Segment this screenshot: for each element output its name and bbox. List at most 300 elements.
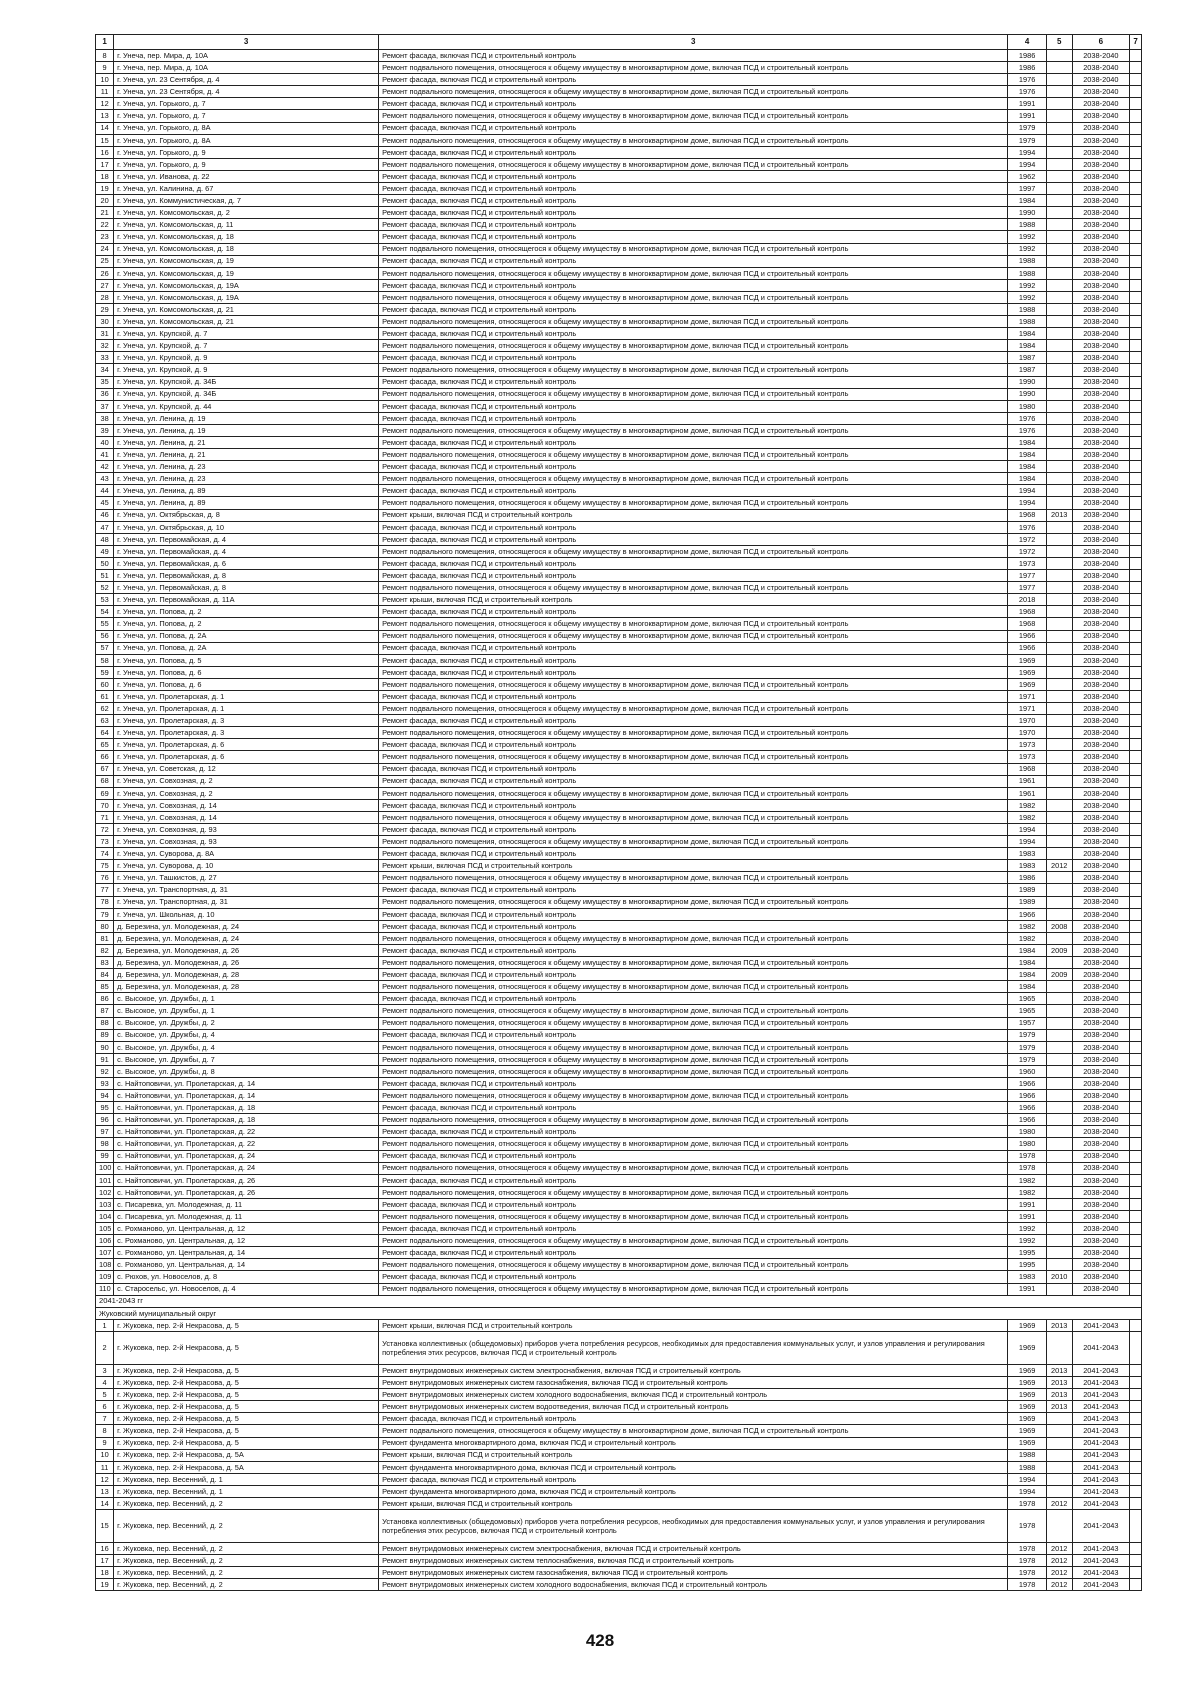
address-cell: г. Унеча, ул. Комсомольская, д. 21 (114, 316, 379, 328)
year-built-cell: 1979 (1008, 134, 1046, 146)
address-cell: г. Унеча, ул. Комсомольская, д. 2 (114, 207, 379, 219)
year-built-cell: 1969 (1008, 666, 1046, 678)
last-repair-year-cell (1046, 848, 1072, 860)
planned-period-cell: 2038-2040 (1072, 86, 1130, 98)
extra-cell (1130, 74, 1142, 86)
table-row (96, 1377, 1142, 1389)
address-cell: г. Унеча, ул. Комсомольская, д. 19А (114, 291, 379, 303)
extra-cell (1130, 328, 1142, 340)
work-type-cell: Ремонт фасада, включая ПСД и строительный контроль (379, 1413, 1008, 1425)
row-number: 100 (96, 1162, 114, 1174)
table-row (96, 1198, 1142, 1210)
table-row (96, 1449, 1142, 1461)
planned-period-cell: 2038-2040 (1072, 896, 1130, 908)
last-repair-year-cell: 2013 (1046, 1319, 1072, 1331)
planned-period-cell: 2038-2040 (1072, 884, 1130, 896)
year-built-cell: 1988 (1008, 316, 1046, 328)
year-built-cell: 1973 (1008, 751, 1046, 763)
year-built-cell: 1992 (1008, 291, 1046, 303)
year-built-cell: 1989 (1008, 884, 1046, 896)
year-built-cell: 1982 (1008, 1186, 1046, 1198)
row-number: 51 (96, 570, 114, 582)
planned-period-cell: 2038-2040 (1072, 412, 1130, 424)
row-number: 106 (96, 1235, 114, 1247)
table-row (96, 1150, 1142, 1162)
planned-period-cell: 2041-2043 (1072, 1401, 1130, 1413)
address-cell: г. Жуковка, пер. 2-й Некрасова, д. 5 (114, 1401, 379, 1413)
address-cell: с. Высокое, ул. Дружбы, д. 1 (114, 1005, 379, 1017)
planned-period-cell: 2041-2043 (1072, 1319, 1130, 1331)
extra-cell (1130, 1247, 1142, 1259)
year-built-cell: 1969 (1008, 1319, 1046, 1331)
last-repair-year-cell (1046, 473, 1072, 485)
last-repair-year-cell (1046, 146, 1072, 158)
last-repair-year-cell (1046, 207, 1072, 219)
table-row (96, 896, 1142, 908)
row-number: 77 (96, 884, 114, 896)
last-repair-year-cell (1046, 981, 1072, 993)
extra-cell (1130, 291, 1142, 303)
table-body (96, 35, 1142, 1591)
last-repair-year-cell (1046, 1425, 1072, 1437)
work-type-cell: Ремонт подвального помещения, относящегося к общему имуществу в многоквартирном доме, включая ПСД и строительный контроль (379, 340, 1008, 352)
year-built-cell: 1977 (1008, 582, 1046, 594)
year-built-cell: 1966 (1008, 630, 1046, 642)
planned-period-cell: 2041-2043 (1072, 1543, 1130, 1555)
extra-cell (1130, 1543, 1142, 1555)
work-type-cell: Ремонт фасада, включая ПСД и строительный контроль (379, 993, 1008, 1005)
last-repair-year-cell (1046, 291, 1072, 303)
row-number: 45 (96, 497, 114, 509)
last-repair-year-cell (1046, 884, 1072, 896)
planned-period-cell: 2041-2043 (1072, 1461, 1130, 1473)
table-row (96, 424, 1142, 436)
year-built-cell: 1977 (1008, 570, 1046, 582)
last-repair-year-cell (1046, 1223, 1072, 1235)
last-repair-year-cell: 2012 (1046, 1579, 1072, 1591)
table-row (96, 1029, 1142, 1041)
address-cell: г. Унеча, ул. Пролетарская, д. 1 (114, 703, 379, 715)
table-row (96, 1497, 1142, 1509)
row-number: 30 (96, 316, 114, 328)
year-built-cell: 1992 (1008, 243, 1046, 255)
extra-cell (1130, 158, 1142, 170)
table-row (96, 146, 1142, 158)
address-cell: с. Высокое, ул. Дружбы, д. 8 (114, 1065, 379, 1077)
extra-cell (1130, 279, 1142, 291)
address-cell: г. Жуковка, пер. 2-й Некрасова, д. 5 (114, 1319, 379, 1331)
table-row (96, 678, 1142, 690)
row-number: 19 (96, 183, 114, 195)
last-repair-year-cell (1046, 545, 1072, 557)
planned-period-cell: 2038-2040 (1072, 618, 1130, 630)
planned-period-cell: 2038-2040 (1072, 485, 1130, 497)
table-row (96, 824, 1142, 836)
extra-cell (1130, 122, 1142, 134)
extra-cell (1130, 1497, 1142, 1509)
row-number: 13 (96, 1485, 114, 1497)
planned-period-cell: 2038-2040 (1072, 727, 1130, 739)
table-row (96, 1271, 1142, 1283)
last-repair-year-cell: 2012 (1046, 1567, 1072, 1579)
table-row (96, 1543, 1142, 1555)
year-built-cell: 1994 (1008, 146, 1046, 158)
row-number: 11 (96, 86, 114, 98)
address-cell: г. Жуковка, пер. Весенний, д. 2 (114, 1567, 379, 1579)
table-row (96, 1485, 1142, 1497)
last-repair-year-cell (1046, 412, 1072, 424)
last-repair-year-cell (1046, 437, 1072, 449)
extra-cell (1130, 739, 1142, 751)
work-type-cell: Ремонт подвального помещения, относящегося к общему имуществу в многоквартирном доме, включая ПСД и строительный контроль (379, 243, 1008, 255)
work-type-cell: Ремонт подвального помещения, относящегося к общему имуществу в многоквартирном доме, включая ПСД и строительный контроль (379, 872, 1008, 884)
row-number: 53 (96, 594, 114, 606)
planned-period-cell: 2038-2040 (1072, 1102, 1130, 1114)
work-type-cell: Ремонт фасада, включая ПСД и строительный контроль (379, 74, 1008, 86)
year-built-cell: 1966 (1008, 1114, 1046, 1126)
last-repair-year-cell (1046, 388, 1072, 400)
planned-period-cell: 2038-2040 (1072, 957, 1130, 969)
planned-period-cell: 2038-2040 (1072, 449, 1130, 461)
year-built-cell: 1994 (1008, 1473, 1046, 1485)
address-cell: г. Жуковка, пер. 2-й Некрасова, д. 5 (114, 1377, 379, 1389)
planned-period-cell: 2038-2040 (1072, 1017, 1130, 1029)
extra-cell (1130, 1186, 1142, 1198)
work-type-cell: Ремонт подвального помещения, относящегося к общему имуществу в многоквартирном доме, включая ПСД и строительный контроль (379, 424, 1008, 436)
last-repair-year-cell (1046, 799, 1072, 811)
planned-period-cell: 2038-2040 (1072, 739, 1130, 751)
work-type-cell: Ремонт крыши, включая ПСД и строительный контроль (379, 509, 1008, 521)
table-row (96, 243, 1142, 255)
planned-period-cell: 2041-2043 (1072, 1364, 1130, 1376)
year-built-cell: 1991 (1008, 98, 1046, 110)
last-repair-year-cell (1046, 122, 1072, 134)
extra-cell (1130, 727, 1142, 739)
extra-cell (1130, 1319, 1142, 1331)
table-row (96, 473, 1142, 485)
year-built-cell: 1982 (1008, 1174, 1046, 1186)
year-built-cell: 1980 (1008, 400, 1046, 412)
table-row (96, 872, 1142, 884)
work-type-cell: Ремонт внутридомовых инженерных систем холодного водоснабжения, включая ПСД и строительный контроль (379, 1579, 1008, 1591)
period-header (96, 1295, 1142, 1307)
planned-period-cell: 2038-2040 (1072, 509, 1130, 521)
work-type-cell: Ремонт фасада, включая ПСД и строительный контроль (379, 1029, 1008, 1041)
last-repair-year-cell (1046, 1090, 1072, 1102)
address-cell: с. Высокое, ул. Дружбы, д. 4 (114, 1029, 379, 1041)
planned-period-cell: 2038-2040 (1072, 255, 1130, 267)
work-type-cell: Ремонт фасада, включая ПСД и строительный контроль (379, 642, 1008, 654)
row-number: 35 (96, 376, 114, 388)
year-built-cell: 1984 (1008, 944, 1046, 956)
work-type-cell: Ремонт фасада, включая ПСД и строительный контроль (379, 666, 1008, 678)
year-built-cell: 1988 (1008, 219, 1046, 231)
year-built-cell: 1988 (1008, 255, 1046, 267)
table-row (96, 376, 1142, 388)
address-cell: г. Унеча, ул. Совхозная, д. 2 (114, 787, 379, 799)
year-built-cell: 1997 (1008, 183, 1046, 195)
work-type-cell: Ремонт подвального помещения, относящегося к общему имуществу в многоквартирном доме, включая ПСД и строительный контроль (379, 1211, 1008, 1223)
planned-period-cell: 2038-2040 (1072, 207, 1130, 219)
address-cell: г. Унеча, ул. Комсомольская, д. 19А (114, 279, 379, 291)
header-cell: 7 (1130, 35, 1142, 50)
last-repair-year-cell (1046, 678, 1072, 690)
table-row (96, 1319, 1142, 1331)
address-cell: г. Унеча, ул. Суворова, д. 8А (114, 848, 379, 860)
address-cell: г. Унеча, ул. Комсомольская, д. 19 (114, 267, 379, 279)
table-row (96, 1065, 1142, 1077)
table-row (96, 122, 1142, 134)
year-built-cell: 1968 (1008, 618, 1046, 630)
address-cell: г. Унеча, ул. Попова, д. 2А (114, 630, 379, 642)
address-cell: г. Унеча, ул. Горького, д. 9 (114, 158, 379, 170)
extra-cell (1130, 424, 1142, 436)
extra-cell (1130, 340, 1142, 352)
address-cell: г. Унеча, ул. Горького, д. 8А (114, 134, 379, 146)
work-type-cell: Ремонт подвального помещения, относящегося к общему имуществу в многоквартирном доме, включая ПСД и строительный контроль (379, 1114, 1008, 1126)
work-type-cell: Ремонт подвального помещения, относящегося к общему имуществу в многоквартирном доме, включая ПСД и строительный контроль (379, 267, 1008, 279)
work-type-cell: Ремонт подвального помещения, относящегося к общему имуществу в многоквартирном доме, включая ПСД и строительный контроль (379, 1090, 1008, 1102)
last-repair-year-cell (1046, 328, 1072, 340)
table-row (96, 618, 1142, 630)
work-type-cell: Ремонт подвального помещения, относящегося к общему имуществу в многоквартирном доме, включая ПСД и строительный контроль (379, 1283, 1008, 1295)
address-cell: с. Высокое, ул. Дружбы, д. 1 (114, 993, 379, 1005)
extra-cell (1130, 642, 1142, 654)
last-repair-year-cell (1046, 340, 1072, 352)
year-built-cell: 1986 (1008, 62, 1046, 74)
table-row (96, 1364, 1142, 1376)
table-row (96, 1567, 1142, 1579)
address-cell: г. Жуковка, пер. Весенний, д. 1 (114, 1473, 379, 1485)
work-type-cell: Ремонт фасада, включая ПСД и строительный контроль (379, 848, 1008, 860)
address-cell: г. Унеча, пер. Мира, д. 10А (114, 62, 379, 74)
work-type-cell: Ремонт фасада, включая ПСД и строительный контроль (379, 1174, 1008, 1186)
planned-period-cell: 2038-2040 (1072, 437, 1130, 449)
last-repair-year-cell (1046, 1126, 1072, 1138)
year-built-cell: 1979 (1008, 122, 1046, 134)
extra-cell (1130, 1090, 1142, 1102)
table-row (96, 690, 1142, 702)
work-type-cell: Ремонт фасада, включая ПСД и строительный контроль (379, 376, 1008, 388)
planned-period-cell: 2038-2040 (1072, 715, 1130, 727)
address-cell: г. Унеча, ул. Комсомольская, д. 18 (114, 243, 379, 255)
work-type-cell: Ремонт подвального помещения, относящегося к общему имуществу в многоквартирном доме, включая ПСД и строительный контроль (379, 134, 1008, 146)
extra-cell (1130, 1401, 1142, 1413)
work-type-cell: Установка коллективных (общедомовых) приборов учета потребления ресурсов, необходимых для предоставления коммунальных услуг, и узлов управления и регулирования потребления этих ресурсов, включая ПСД и строительный контроль (379, 1331, 1008, 1364)
work-type-cell: Ремонт подвального помещения, относящегося к общему имуществу в многоквартирном доме, включая ПСД и строительный контроль (379, 1186, 1008, 1198)
extra-cell (1130, 267, 1142, 279)
extra-cell (1130, 134, 1142, 146)
last-repair-year-cell (1046, 1162, 1072, 1174)
address-cell: г. Унеча, ул. Совхозная, д. 14 (114, 811, 379, 823)
year-built-cell: 1968 (1008, 763, 1046, 775)
row-number: 74 (96, 848, 114, 860)
year-built-cell: 1970 (1008, 727, 1046, 739)
address-cell: г. Жуковка, пер. Весенний, д. 2 (114, 1497, 379, 1509)
last-repair-year-cell (1046, 219, 1072, 231)
planned-period-cell: 2038-2040 (1072, 340, 1130, 352)
extra-cell (1130, 872, 1142, 884)
last-repair-year-cell: 2012 (1046, 1497, 1072, 1509)
table-row (96, 606, 1142, 618)
table-row (96, 521, 1142, 533)
row-number: 9 (96, 1437, 114, 1449)
table-row (96, 1005, 1142, 1017)
table-row (96, 594, 1142, 606)
work-type-cell: Ремонт внутридомовых инженерных систем холодного водоснабжения, включая ПСД и строительный контроль (379, 1389, 1008, 1401)
row-number: 55 (96, 618, 114, 630)
table-row (96, 1331, 1142, 1364)
row-number: 31 (96, 328, 114, 340)
extra-cell (1130, 400, 1142, 412)
work-type-cell: Ремонт фасада, включая ПСД и строительный контроль (379, 437, 1008, 449)
extra-cell (1130, 836, 1142, 848)
row-number: 87 (96, 1005, 114, 1017)
extra-cell (1130, 1174, 1142, 1186)
address-cell: г. Унеча, ул. 23 Сентября, д. 4 (114, 86, 379, 98)
work-type-cell: Ремонт фундамента многоквартирного дома, включая ПСД и строительный контроль (379, 1461, 1008, 1473)
work-type-cell: Ремонт подвального помещения, относящегося к общему имуществу в многоквартирном доме, включая ПСД и строительный контроль (379, 811, 1008, 823)
work-type-cell: Ремонт фасада, включая ПСД и строительный контроль (379, 908, 1008, 920)
last-repair-year-cell (1046, 570, 1072, 582)
extra-cell (1130, 824, 1142, 836)
planned-period-cell: 2038-2040 (1072, 219, 1130, 231)
last-repair-year-cell (1046, 98, 1072, 110)
address-cell: г. Унеча, ул. Пролетарская, д. 3 (114, 727, 379, 739)
last-repair-year-cell (1046, 1077, 1072, 1089)
year-built-cell: 1992 (1008, 1235, 1046, 1247)
extra-cell (1130, 1138, 1142, 1150)
row-number: 59 (96, 666, 114, 678)
work-type-cell: Ремонт подвального помещения, относящегося к общему имуществу в многоквартирном доме, включая ПСД и строительный контроль (379, 449, 1008, 461)
extra-cell (1130, 715, 1142, 727)
extra-cell (1130, 582, 1142, 594)
last-repair-year-cell (1046, 1247, 1072, 1259)
last-repair-year-cell (1046, 1198, 1072, 1210)
row-number: 63 (96, 715, 114, 727)
row-number: 25 (96, 255, 114, 267)
table-row (96, 1102, 1142, 1114)
last-repair-year-cell (1046, 1174, 1072, 1186)
extra-cell (1130, 1223, 1142, 1235)
extra-cell (1130, 630, 1142, 642)
table-row (96, 1138, 1142, 1150)
extra-cell (1130, 763, 1142, 775)
extra-cell (1130, 860, 1142, 872)
last-repair-year-cell (1046, 1053, 1072, 1065)
year-built-cell: 1984 (1008, 449, 1046, 461)
year-built-cell: 1973 (1008, 557, 1046, 569)
table-row (96, 557, 1142, 569)
table-row (96, 1473, 1142, 1485)
planned-period-cell: 2038-2040 (1072, 1065, 1130, 1077)
address-cell: с. Писаревка, ул. Молодежная, д. 11 (114, 1198, 379, 1210)
year-built-cell: 1994 (1008, 1485, 1046, 1497)
extra-cell (1130, 1413, 1142, 1425)
extra-cell (1130, 1198, 1142, 1210)
header-cell: 1 (96, 35, 114, 50)
last-repair-year-cell (1046, 352, 1072, 364)
work-type-cell: Ремонт фасада, включая ПСД и строительный контроль (379, 400, 1008, 412)
last-repair-year-cell (1046, 485, 1072, 497)
extra-cell (1130, 473, 1142, 485)
extra-cell (1130, 811, 1142, 823)
row-number: 84 (96, 969, 114, 981)
address-cell: г. Унеча, ул. Совхозная, д. 93 (114, 824, 379, 836)
year-built-cell: 1995 (1008, 1259, 1046, 1271)
extra-cell (1130, 920, 1142, 932)
year-built-cell: 1990 (1008, 376, 1046, 388)
address-cell: г. Унеча, ул. Ленина, д. 21 (114, 437, 379, 449)
row-number: 110 (96, 1283, 114, 1295)
work-type-cell: Ремонт фасада, включая ПСД и строительный контроль (379, 944, 1008, 956)
work-type-cell: Ремонт фасада, включая ПСД и строительный контроль (379, 920, 1008, 932)
row-number: 86 (96, 993, 114, 1005)
planned-period-cell: 2038-2040 (1072, 775, 1130, 787)
extra-cell (1130, 1162, 1142, 1174)
row-number: 3 (96, 1364, 114, 1376)
address-cell: с. Найтоповичи, ул. Пролетарская, д. 24 (114, 1162, 379, 1174)
table-row (96, 110, 1142, 122)
work-type-cell: Ремонт внутридомовых инженерных систем водоотведения, включая ПСД и строительный контроль (379, 1401, 1008, 1413)
address-cell: г. Унеча, ул. Попова, д. 2 (114, 618, 379, 630)
extra-cell (1130, 255, 1142, 267)
extra-cell (1130, 1364, 1142, 1376)
address-cell: г. Унеча, ул. Попова, д. 5 (114, 654, 379, 666)
address-cell: г. Унеча, ул. Транспортная, д. 31 (114, 884, 379, 896)
extra-cell (1130, 1473, 1142, 1485)
table-row (96, 787, 1142, 799)
address-cell: г. Унеча, ул. Крупской, д. 34Б (114, 376, 379, 388)
row-number: 26 (96, 267, 114, 279)
planned-period-cell: 2038-2040 (1072, 606, 1130, 618)
year-built-cell: 1982 (1008, 932, 1046, 944)
planned-period-cell: 2041-2043 (1072, 1567, 1130, 1579)
extra-cell (1130, 207, 1142, 219)
row-number: 49 (96, 545, 114, 557)
planned-period-cell: 2038-2040 (1072, 279, 1130, 291)
table-row (96, 1114, 1142, 1126)
planned-period-cell: 2038-2040 (1072, 545, 1130, 557)
last-repair-year-cell: 2012 (1046, 1555, 1072, 1567)
district-header (96, 1307, 1142, 1319)
row-number: 8 (96, 50, 114, 62)
year-built-cell: 1986 (1008, 50, 1046, 62)
work-type-cell: Ремонт подвального помещения, относящегося к общему имуществу в многоквартирном доме, включая ПСД и строительный контроль (379, 158, 1008, 170)
extra-cell (1130, 896, 1142, 908)
year-built-cell: 1960 (1008, 1065, 1046, 1077)
work-type-cell: Ремонт фасада, включая ПСД и строительный контроль (379, 219, 1008, 231)
year-built-cell: 1980 (1008, 1138, 1046, 1150)
address-cell: г. Унеча, ул. Крупской, д. 9 (114, 364, 379, 376)
year-built-cell: 1979 (1008, 1053, 1046, 1065)
extra-cell (1130, 969, 1142, 981)
work-type-cell: Установка коллективных (общедомовых) приборов учета потребления ресурсов, необходимых для предоставления коммунальных услуг, и узлов управления и регулирования потребления этих ресурсов, включая ПСД и строительный контроль (379, 1510, 1008, 1543)
row-number: 1 (96, 1319, 114, 1331)
address-cell: г. Унеча, ул. Крупской, д. 34Б (114, 388, 379, 400)
address-cell: г. Жуковка, пер. 2-й Некрасова, д. 5 (114, 1364, 379, 1376)
header-cell: 5 (1046, 35, 1072, 50)
work-type-cell: Ремонт фасада, включая ПСД и строительный контроль (379, 690, 1008, 702)
address-cell: с. Писаревка, ул. Молодежная, д. 11 (114, 1211, 379, 1223)
header-cell: 6 (1072, 35, 1130, 50)
work-type-cell: Ремонт фасада, включая ПСД и строительный контроль (379, 533, 1008, 545)
address-cell: с. Рохманово, ул. Центральная, д. 12 (114, 1223, 379, 1235)
address-cell: г. Унеча, ул. Советская, д. 12 (114, 763, 379, 775)
row-number: 78 (96, 896, 114, 908)
planned-period-cell: 2038-2040 (1072, 1150, 1130, 1162)
year-built-cell: 1994 (1008, 836, 1046, 848)
